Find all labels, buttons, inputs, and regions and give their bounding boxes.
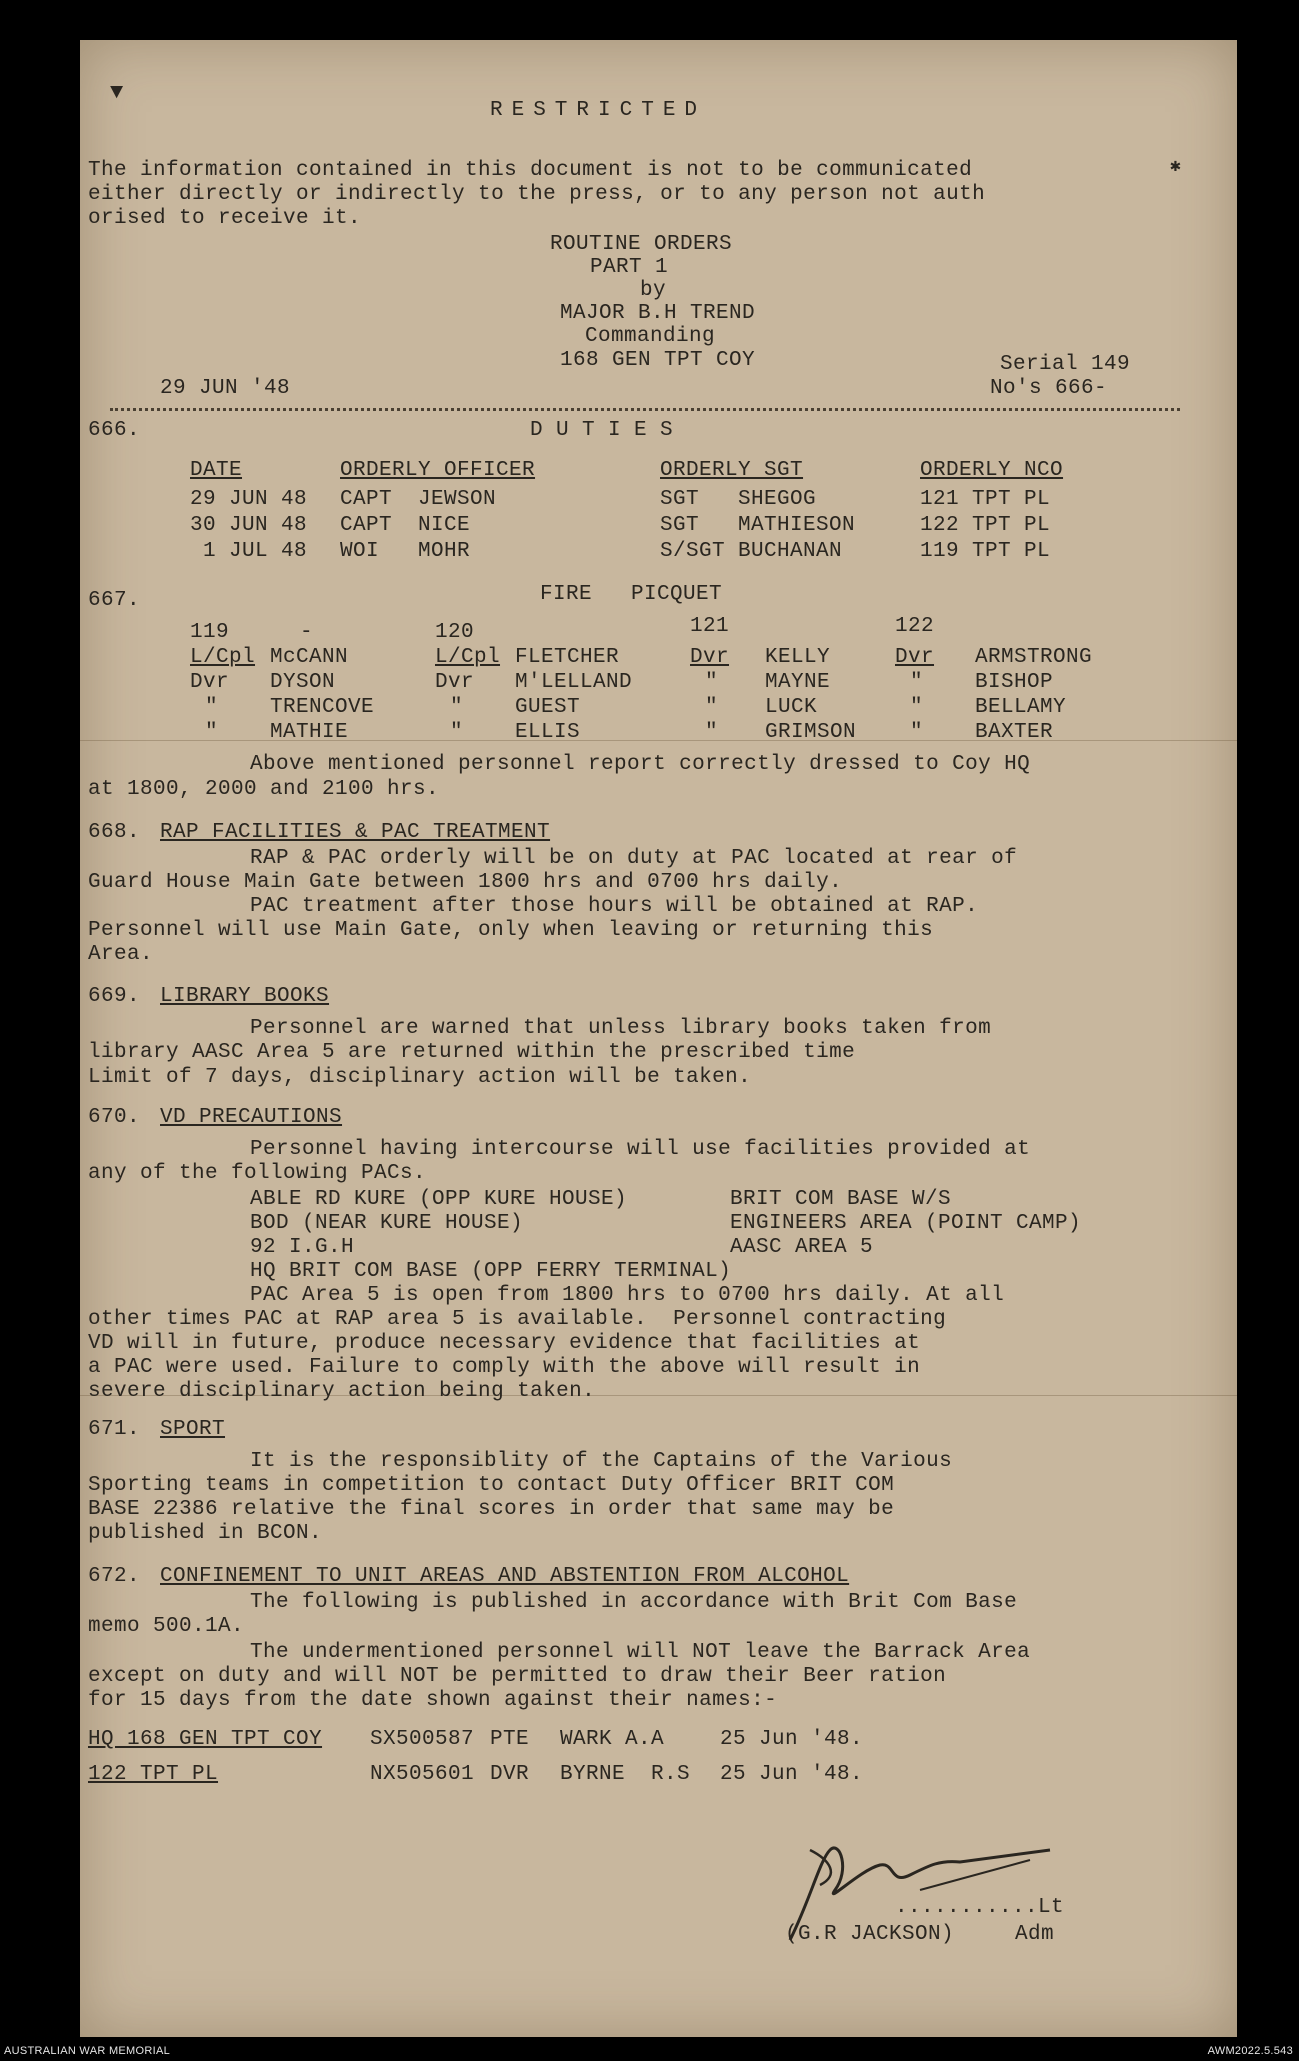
entry-unit: HQ 168 GEN TPT COY — [88, 1728, 323, 1751]
body-line: Personnel are warned that unless library books taken from — [250, 1017, 992, 1040]
body-line: memo 500.1A. — [88, 1615, 245, 1638]
body-line: published in BCON. — [88, 1522, 323, 1545]
picquet-name: BAXTER — [975, 721, 1054, 744]
body-line: Limit of 7 days, disciplinary action will be taken. — [88, 1066, 752, 1089]
picquet-name: ELLIS — [515, 721, 581, 744]
duties-heading: D U T I E S — [530, 419, 674, 442]
body-line: RAP & PAC orderly will be on duty at PAC located at rear of — [250, 847, 1018, 870]
picquet-rank: " — [205, 696, 219, 719]
body-line: other times PAC at RAP area 5 is available. Personnel contracting — [88, 1308, 947, 1331]
column-header: DATE — [190, 459, 243, 482]
pac-location: ENGINEERS AREA (POINT CAMP) — [730, 1212, 1082, 1235]
duty-date: 30 JUN 48 — [190, 514, 308, 537]
picquet-unit: 120 — [435, 621, 475, 644]
section-number: 666. — [88, 419, 141, 442]
picquet-name: GRIMSON — [765, 721, 857, 744]
pac-location: AASC AREA 5 — [730, 1236, 874, 1259]
commander-name: MAJOR B.H TREND — [560, 302, 756, 325]
body-line: PAC Area 5 is open from 1800 hrs to 0700 hrs daily. At all — [250, 1284, 1005, 1307]
serial-number: Serial 149 — [1000, 353, 1131, 376]
footer-accession: AWM2022.5.543 — [1207, 2045, 1293, 2057]
duty-sgt: SGT MATHIESON — [660, 514, 856, 537]
pac-location: BRIT COM BASE W/S — [730, 1188, 952, 1211]
picquet-name: MAYNE — [765, 671, 831, 694]
orders-part: PART 1 — [590, 256, 669, 279]
entry-date: 25 Jun '48. — [720, 1728, 864, 1751]
body-line: BASE 22386 relative the final scores in order that same may be — [88, 1498, 895, 1521]
sport-heading: SPORT — [160, 1418, 226, 1441]
picquet-name: ARMSTRONG — [975, 646, 1093, 669]
picquet-rank: " — [910, 721, 924, 744]
section-number: 672. — [88, 1565, 141, 1588]
body-line: except on duty and will NOT be permitted to draw their Beer ration — [88, 1665, 947, 1688]
body-line: The following is published in accordance with Brit Com Base — [250, 1591, 1018, 1614]
pac-location: 92 I.G.H — [250, 1236, 355, 1259]
document-sheet — [80, 40, 1237, 2037]
duty-sgt: S/SGT BUCHANAN — [660, 540, 843, 563]
picquet-note: at 1800, 2000 and 2100 hrs. — [88, 778, 440, 801]
body-line: PAC treatment after those hours will be obtained at RAP. — [250, 895, 979, 918]
orders-by: by — [640, 279, 667, 302]
pac-location: ABLE RD KURE (OPP KURE HOUSE) — [250, 1188, 628, 1211]
body-line: library AASC Area 5 are returned within the prescribed time — [88, 1041, 856, 1064]
order-date: 29 JUN '48 — [160, 377, 291, 400]
column-header: ORDERLY OFFICER — [340, 459, 536, 482]
picquet-rank: " — [450, 721, 464, 744]
picquet-rank: " — [450, 696, 464, 719]
duty-date: 29 JUN 48 — [190, 488, 308, 511]
picquet-name: LUCK — [765, 696, 818, 719]
picquet-name: BELLAMY — [975, 696, 1067, 719]
order-numbers: No's 666- — [990, 377, 1108, 400]
picquet-name: FLETCHER — [515, 646, 620, 669]
body-line: It is the responsiblity of the Captains of the Various — [250, 1450, 953, 1473]
picquet-rank: Dvr — [190, 671, 230, 694]
entry-unit: 122 TPT PL — [88, 1763, 219, 1786]
rap-heading: RAP FACILITIES & PAC TREATMENT — [160, 821, 551, 844]
body-line: Sporting teams in competition to contact Duty Officer BRIT COM — [88, 1474, 895, 1497]
body-line: The undermentioned personnel will NOT leave the Barrack Area — [250, 1641, 1031, 1664]
entry-number: NX505601 — [370, 1763, 475, 1786]
footer-institution: AUSTRALIAN WAR MEMORIAL — [4, 2045, 171, 2057]
section-number: 668. — [88, 821, 141, 844]
picquet-rank: " — [705, 696, 719, 719]
paper-fold-line — [80, 740, 1237, 741]
pac-location: HQ BRIT COM BASE (OPP FERRY TERMINAL) — [250, 1260, 732, 1283]
signature-dots-rank: ...........Lt — [895, 1896, 1065, 1919]
picquet-unit: 119 — [190, 621, 230, 644]
body-line: Area. — [88, 943, 154, 966]
picquet-unit: 122 — [895, 615, 935, 638]
entry-name: BYRNE R.S — [560, 1763, 691, 1786]
pac-location: BOD (NEAR KURE HOUSE) — [250, 1212, 524, 1235]
entry-rank: DVR — [490, 1763, 530, 1786]
duty-officer: CAPT NICE — [340, 514, 471, 537]
picquet-name: MATHIE — [270, 721, 349, 744]
picquet-rank: " — [705, 721, 719, 744]
orders-title: ROUTINE ORDERS — [550, 233, 733, 256]
entry-rank: PTE — [490, 1728, 530, 1751]
entry-date: 25 Jun '48. — [720, 1763, 864, 1786]
duty-nco: 119 TPT PL — [920, 540, 1051, 563]
picquet-rank: Dvr — [895, 646, 935, 669]
section-number: 667. — [88, 589, 141, 612]
picquet-name: McCANN — [270, 646, 349, 669]
section-number: 669. — [88, 985, 141, 1008]
library-heading: LIBRARY BOOKS — [160, 985, 330, 1008]
classification-heading: RESTRICTED — [490, 99, 707, 122]
fire-picquet-heading: FIRE PICQUET — [540, 583, 723, 606]
entry-number: SX500587 — [370, 1728, 475, 1751]
punch-mark-icon: ✱ — [1170, 157, 1181, 177]
picquet-rank: L/Cpl — [190, 646, 256, 669]
body-line: a PAC were used. Failure to comply with the above will result in — [88, 1356, 921, 1379]
signatory-name: (G.R JACKSON) — [785, 1923, 955, 1946]
duty-nco: 122 TPT PL — [920, 514, 1051, 537]
column-header: ORDERLY NCO — [920, 459, 1064, 482]
restriction-notice-line: either directly or indirectly to the press, or to any person not auth — [88, 183, 986, 206]
punch-mark-icon: ▼ — [110, 80, 124, 105]
picquet-name: GUEST — [515, 696, 581, 719]
body-line: VD will in future, produce necessary evidence that facilities at — [88, 1332, 921, 1355]
body-line: Guard House Main Gate between 1800 hrs and 0700 hrs daily. — [88, 871, 843, 894]
picquet-rank: Dvr — [690, 646, 730, 669]
picquet-name: KELLY — [765, 646, 831, 669]
body-line: for 15 days from the date shown against their names:- — [88, 1689, 778, 1712]
duty-nco: 121 TPT PL — [920, 488, 1051, 511]
dotted-separator — [110, 408, 1180, 411]
picquet-note: Above mentioned personnel report correctly dressed to Coy HQ — [250, 753, 1031, 776]
duty-date: 1 JUL 48 — [190, 540, 308, 563]
body-line: Personnel will use Main Gate, only when leaving or returning this — [88, 919, 934, 942]
vd-heading: VD PRECAUTIONS — [160, 1106, 343, 1129]
column-header: ORDERLY SGT — [660, 459, 804, 482]
duty-officer: WOI MOHR — [340, 540, 471, 563]
picquet-unit: 121 — [690, 615, 730, 638]
picquet-rank: Dvr — [435, 671, 475, 694]
restriction-notice-line: orised to receive it. — [88, 207, 362, 230]
picquet-rank: " — [910, 696, 924, 719]
restriction-notice-line: The information contained in this document is not to be communicated — [88, 159, 973, 182]
signatory-role: Adm — [1015, 1923, 1055, 1946]
picquet-rank: L/Cpl — [435, 646, 501, 669]
picquet-rank: " — [910, 671, 924, 694]
body-line: severe disciplinary action being taken. — [88, 1380, 596, 1403]
picquet-rank: " — [705, 671, 719, 694]
picquet-name: BISHOP — [975, 671, 1054, 694]
body-line: Personnel having intercourse will use facilities provided at — [250, 1138, 1031, 1161]
body-line: any of the following PACs. — [88, 1162, 427, 1185]
section-number: 670. — [88, 1106, 141, 1129]
dash-mark: - — [300, 621, 314, 644]
section-number: 671. — [88, 1418, 141, 1441]
picquet-rank: " — [205, 721, 219, 744]
picquet-name: DYSON — [270, 671, 336, 694]
duty-officer: CAPT JEWSON — [340, 488, 497, 511]
entry-name: WARK A.A — [560, 1728, 665, 1751]
picquet-name: TRENCOVE — [270, 696, 375, 719]
picquet-name: M'LELLAND — [515, 671, 633, 694]
confinement-heading: CONFINEMENT TO UNIT AREAS AND ABSTENTION FROM ALCOHOL — [160, 1565, 850, 1588]
commanding-label: Commanding — [585, 325, 716, 348]
duty-sgt: SGT SHEGOG — [660, 488, 817, 511]
unit-name: 168 GEN TPT COY — [560, 349, 756, 372]
